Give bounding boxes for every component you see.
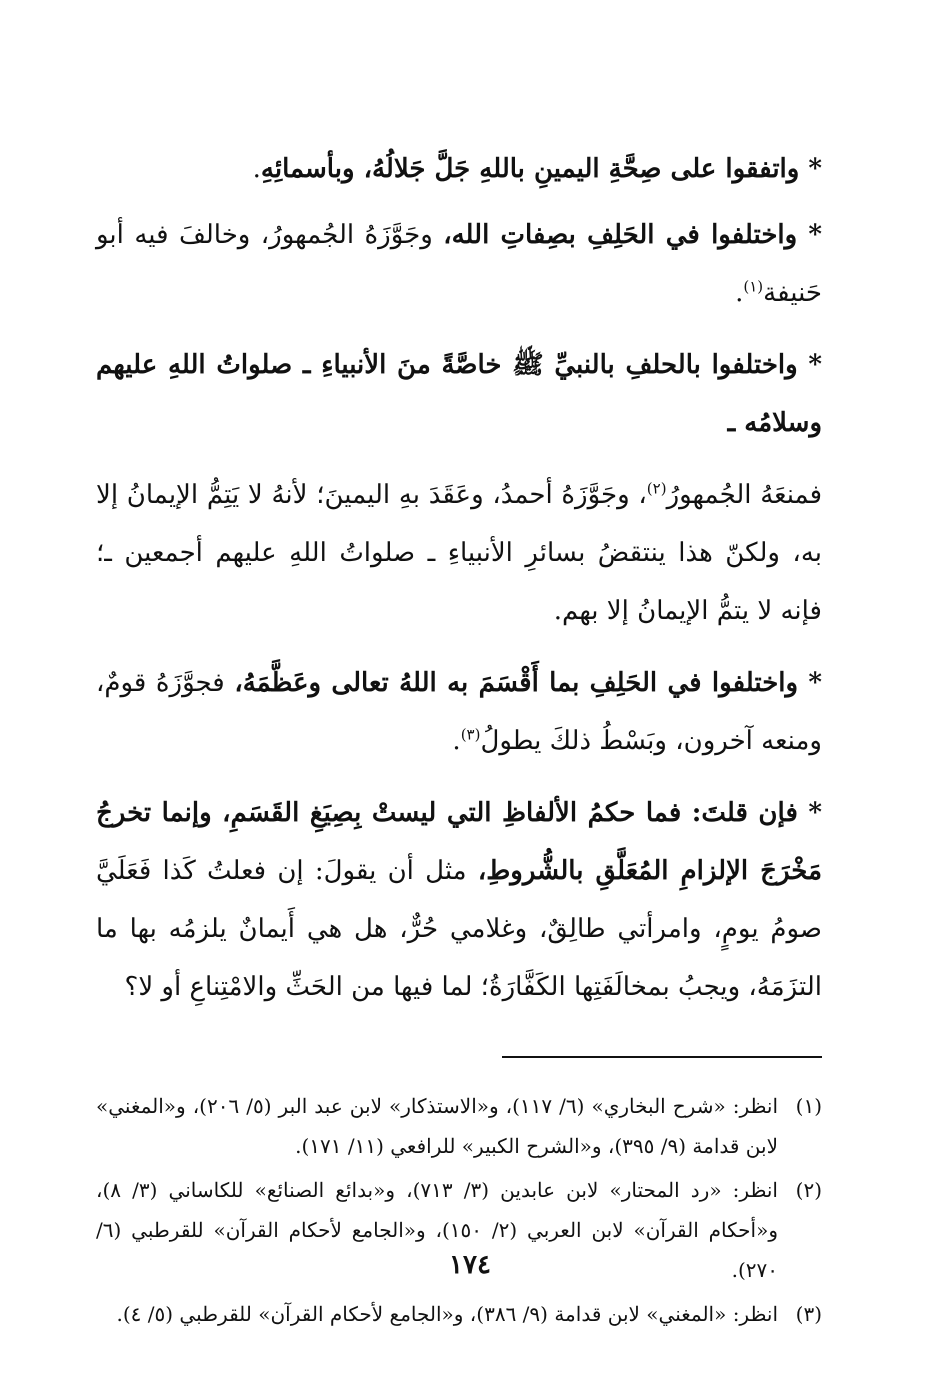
footnote-marker-3[interactable]: (٣)	[460, 725, 481, 744]
paragraph-3	[96, 336, 822, 452]
paragraph-4	[96, 466, 822, 640]
footnote-marker-1[interactable]: (١)	[743, 277, 764, 296]
paragraph-6-rest: مثل أن يقولَ: إن فعلتُ كَذا فَعَلَيَّ صومُ يومٍ، وامرأتي طالِقٌ، وغلامي حُرٌّ، هل هي أَيمانٌ يلزمُه بها ما التزَمَهُ، ويجبُ بمخالَفَتِها الكَفَّارَةُ؛ لما فيها من الحَثِّ والامْتِناعِ أو لا؟	[96, 856, 822, 1002]
footnote-2-text: انظر: «رد المحتار» لابن عابدين (٣/ ٧١٣)، و«بدائع الصنائع» للكاساني (٣/ ٨)، و«أحكام القرآن» لابن العربي (٢/ ١٥٠)، و«الجامع لأحكام القرآن» للقرطبي (٦/ ٢٧٠).	[96, 1178, 778, 1282]
paragraph-5-lead: * واختلفوا في الحَلِفِ بما أَقْسَمَ به اللهُ تعالى وعَظَّمَهُ،	[234, 668, 822, 698]
paragraph-2-lead: * واختلفوا في الحَلِفِ بصِفاتِ الله،	[443, 220, 822, 250]
paragraph-6	[96, 784, 822, 1016]
footnote-3-text: انظر: «المغني» لابن قدامة (٩/ ٣٨٦)، و«الجامع لأحكام القرآن» للقرطبي (٥/ ٤).	[116, 1302, 778, 1326]
paragraph-1	[96, 140, 822, 198]
paragraph-5-rest: فجوَّزَهُ قومٌ، ومنعه آخرون، وبَسْطُ ذلكَ يطولُ	[96, 668, 822, 756]
footnote-1-text: انظر: «شرح البخاري» (٦/ ١١٧)، و«الاستذكار» لابن عبد البر (٥/ ٢٠٦)، و«المغني» لابن قدامة (٩/ ٣٩٥)، و«الشرح الكبير» للرافعي (١١/ ١٧١).	[96, 1094, 779, 1158]
paragraph-2-tail: .	[735, 278, 744, 308]
page-number: ١٧٤	[449, 1250, 491, 1280]
paragraph-1-rest: .	[252, 154, 261, 184]
footnote-3-number: (٣)	[795, 1302, 822, 1326]
paragraph-4-rest: فمنعَهُ الجُمهورُ	[666, 480, 823, 510]
footnotes	[96, 1086, 822, 1334]
paragraph-4-tail: ، وجَوَّزَهُ أحمدُ، وعَقَدَ بهِ اليمينَ؛ لأنهُ لا يَتِمُّ الإيمانُ إلا به، ولكنّ هذا ينتقضُ بسائرِ الأنبياءِ ـ صلواتُ اللهِ عليهم أجمعين ـ؛ فإنه لا يتمُّ الإيمانُ إلا بهم.	[96, 480, 822, 626]
footnote-marker-2[interactable]: (٢)	[646, 479, 667, 498]
footnote-separator	[502, 1056, 822, 1058]
footnote-1-number: (١)	[795, 1094, 822, 1118]
paragraph-5-tail: .	[452, 726, 461, 756]
paragraph-2-rest: وجَوَّزَهُ الجُمهورُ، وخالفَ فيه أبو حَنيفة	[96, 220, 822, 308]
paragraph-1-lead: * واتفقوا على صِحَّةِ اليمينِ باللهِ جَلَّ جَلالُهُ، وبأسمائِهِ	[260, 154, 822, 184]
footnote-3	[96, 1294, 822, 1334]
paragraph-3-lead: * واختلفوا بالحلفِ بالنبيِّ ﷺ خاصَّةً منَ الأنبياءِ ـ صلواتُ اللهِ عليهم وسلامُه ـ	[96, 350, 822, 438]
footnote-separator-wrap	[96, 1056, 822, 1058]
footnote-2-number: (٢)	[795, 1178, 822, 1202]
footnote-1	[96, 1086, 822, 1166]
paragraph-6-lead: * فإن قلتَ: فما حكمُ الألفاظِ التي ليستْ بِصِيَغِ القَسَمِ، وإنما تخرجُ مَخْرَجَ الإلزامِ المُعَلَّقِ بالشُّروطِ،	[96, 798, 822, 886]
paragraph-2	[96, 206, 822, 322]
paragraph-5	[96, 654, 822, 770]
